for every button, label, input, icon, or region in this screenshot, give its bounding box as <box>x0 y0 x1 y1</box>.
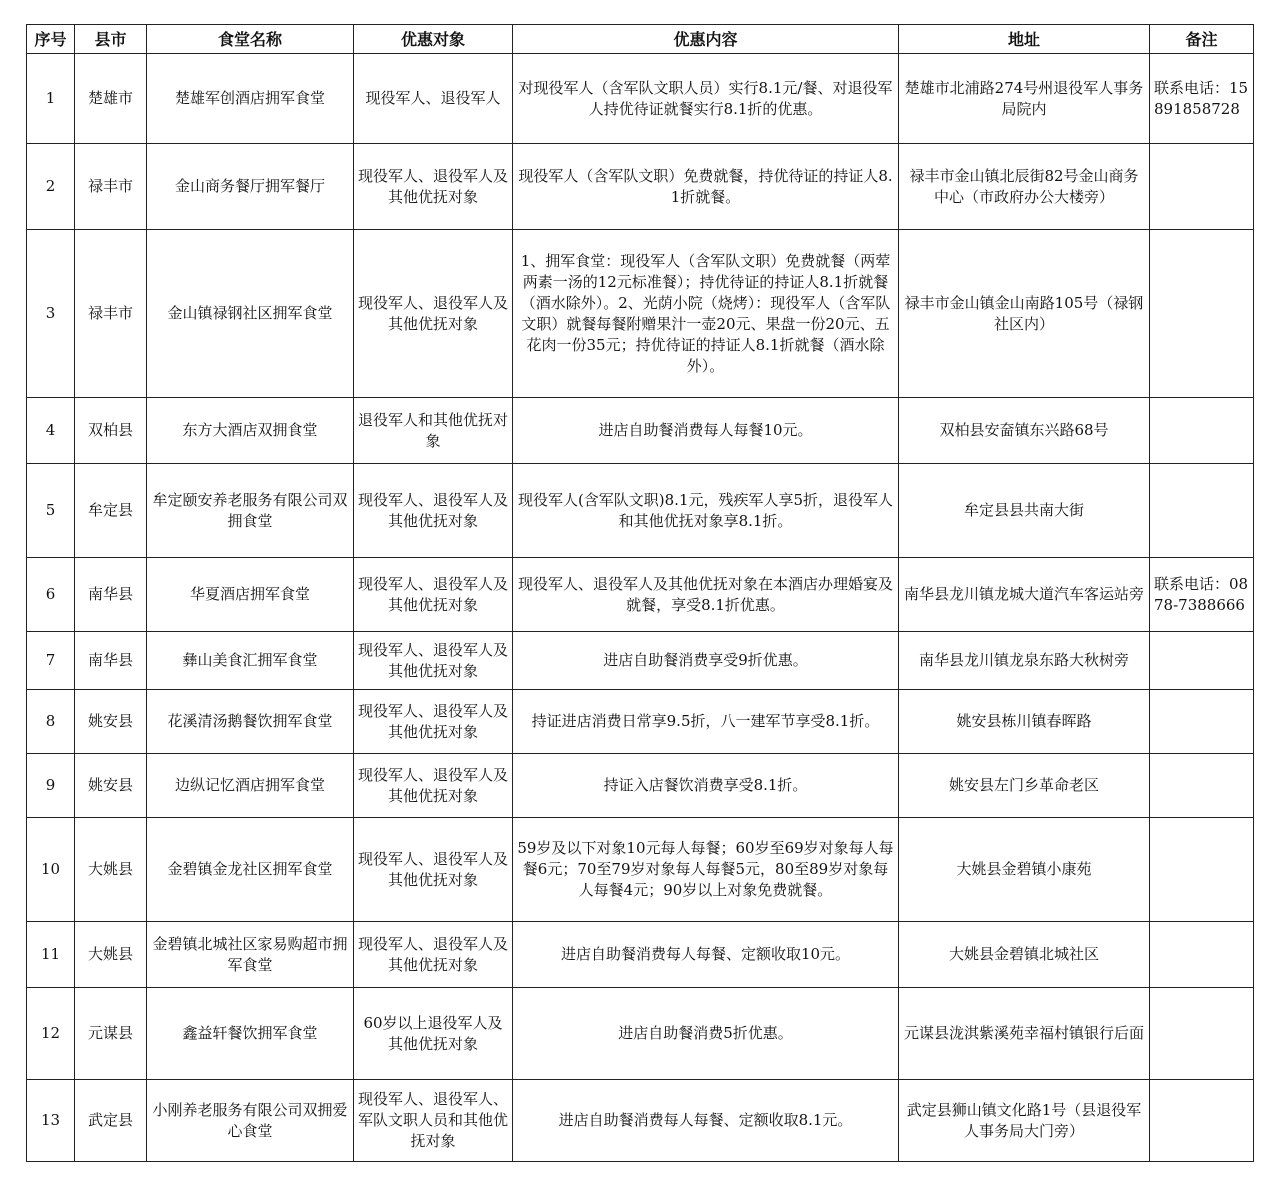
row-target: 现役军人、退役军人及其他优抚对象 <box>354 464 513 558</box>
row-content: 进店自助餐消费5折优惠。 <box>513 988 899 1080</box>
row-content: 对现役军人（含军队文职人员）实行8.1元/餐、对退役军人持优待证就餐实行8.1折的优惠。 <box>513 54 899 144</box>
row-city: 大姚县 <box>75 922 147 988</box>
row-remark <box>1150 464 1254 558</box>
row-remark <box>1150 988 1254 1080</box>
canteen-table <box>26 24 1254 1162</box>
header-canteen-name: 食堂名称 <box>147 25 354 54</box>
table-row <box>27 988 1254 1080</box>
row-remark <box>1150 398 1254 464</box>
row-address: 大姚县金碧镇小康苑 <box>899 818 1150 922</box>
header-index: 序号 <box>27 25 75 54</box>
row-canteen-name: 金山商务餐厅拥军餐厅 <box>147 144 354 230</box>
table-row <box>27 690 1254 754</box>
header-target: 优惠对象 <box>354 25 513 54</box>
row-content: 进店自助餐消费每人每餐、定额收取10元。 <box>513 922 899 988</box>
table-row <box>27 632 1254 690</box>
row-city: 姚安县 <box>75 754 147 818</box>
header-remark: 备注 <box>1150 25 1254 54</box>
row-city: 大姚县 <box>75 818 147 922</box>
row-canteen-name: 小刚养老服务有限公司双拥爱心食堂 <box>147 1080 354 1162</box>
row-target: 现役军人、退役军人 <box>354 54 513 144</box>
row-remark: 联系电话：15891858728 <box>1150 54 1254 144</box>
row-canteen-name: 金山镇禄钢社区拥军食堂 <box>147 230 354 398</box>
row-index: 4 <box>27 398 75 464</box>
row-target: 现役军人、退役军人及其他优抚对象 <box>354 922 513 988</box>
row-content: 进店自助餐消费每人每餐10元。 <box>513 398 899 464</box>
row-content: 持证进店消费日常享9.5折，八一建军节享受8.1折。 <box>513 690 899 754</box>
row-index: 1 <box>27 54 75 144</box>
row-target: 现役军人、退役军人及其他优抚对象 <box>354 818 513 922</box>
row-address: 楚雄市北浦路274号州退役军人事务局院内 <box>899 54 1150 144</box>
row-index: 10 <box>27 818 75 922</box>
row-canteen-name: 楚雄军创酒店拥军食堂 <box>147 54 354 144</box>
row-content: 现役军人(含军队文职)8.1元，残疾军人享5折，退役军人和其他优抚对象享8.1折。 <box>513 464 899 558</box>
row-index: 8 <box>27 690 75 754</box>
row-canteen-name: 金碧镇北城社区家易购超市拥军食堂 <box>147 922 354 988</box>
row-index: 13 <box>27 1080 75 1162</box>
row-content: 现役军人（含军队文职）免费就餐，持优待证的持证人8.1折就餐。 <box>513 144 899 230</box>
table-row <box>27 922 1254 988</box>
row-address: 南华县龙川镇龙泉东路大秋树旁 <box>899 632 1150 690</box>
row-remark <box>1150 818 1254 922</box>
row-city: 双柏县 <box>75 398 147 464</box>
row-city: 南华县 <box>75 632 147 690</box>
row-content: 持证入店餐饮消费享受8.1折。 <box>513 754 899 818</box>
row-address: 姚安县栋川镇春晖路 <box>899 690 1150 754</box>
row-remark <box>1150 144 1254 230</box>
row-index: 3 <box>27 230 75 398</box>
row-city: 武定县 <box>75 1080 147 1162</box>
row-target: 现役军人、退役军人及其他优抚对象 <box>354 558 513 632</box>
row-city: 楚雄市 <box>75 54 147 144</box>
row-index: 11 <box>27 922 75 988</box>
row-city: 牟定县 <box>75 464 147 558</box>
header-city: 县市 <box>75 25 147 54</box>
row-address: 元谋县泷淇紫溪苑幸福村镇银行后面 <box>899 988 1150 1080</box>
row-address: 牟定县县共南大街 <box>899 464 1150 558</box>
row-canteen-name: 金碧镇金龙社区拥军食堂 <box>147 818 354 922</box>
row-address: 双柏县安奤镇东兴路68号 <box>899 398 1150 464</box>
row-index: 7 <box>27 632 75 690</box>
table-row <box>27 54 1254 144</box>
row-canteen-name: 彝山美食汇拥军食堂 <box>147 632 354 690</box>
table-row <box>27 230 1254 398</box>
row-address: 姚安县左门乡革命老区 <box>899 754 1150 818</box>
row-index: 5 <box>27 464 75 558</box>
row-content: 进店自助餐消费享受9折优惠。 <box>513 632 899 690</box>
row-remark <box>1150 632 1254 690</box>
header-row <box>27 25 1254 54</box>
row-canteen-name: 东方大酒店双拥食堂 <box>147 398 354 464</box>
row-remark: 联系电话：0878-7388666 <box>1150 558 1254 632</box>
canteen-table-wrapper <box>26 24 1254 1162</box>
row-target: 现役军人、退役军人、军队文职人员和其他优抚对象 <box>354 1080 513 1162</box>
table-row <box>27 144 1254 230</box>
row-canteen-name: 华夏酒店拥军食堂 <box>147 558 354 632</box>
row-remark <box>1150 230 1254 398</box>
row-index: 12 <box>27 988 75 1080</box>
row-address: 禄丰市金山镇北辰街82号金山商务中心（市政府办公大楼旁） <box>899 144 1150 230</box>
table-row <box>27 754 1254 818</box>
header-content: 优惠内容 <box>513 25 899 54</box>
row-city: 姚安县 <box>75 690 147 754</box>
row-address: 南华县龙川镇龙城大道汽车客运站旁 <box>899 558 1150 632</box>
row-content: 1、拥军食堂：现役军人（含军队文职）免费就餐（两荤两素一汤的12元标准餐）；持优待证的持证人8.1折就餐（酒水除外）。2、光荫小院（烧烤）：现役军人（含军队文职）就餐每餐附赠果汁一壶20元、果盘一份20元、五花肉一份35元；持优待证的持证人8.1折就餐（酒水除外）。 <box>513 230 899 398</box>
row-index: 2 <box>27 144 75 230</box>
row-address: 大姚县金碧镇北城社区 <box>899 922 1150 988</box>
row-target: 现役军人、退役军人及其他优抚对象 <box>354 144 513 230</box>
row-canteen-name: 花溪清汤鹅餐饮拥军食堂 <box>147 690 354 754</box>
row-index: 9 <box>27 754 75 818</box>
row-address: 武定县狮山镇文化路1号（县退役军人事务局大门旁） <box>899 1080 1150 1162</box>
row-content: 59岁及以下对象10元每人每餐；60岁至69岁对象每人每餐6元；70至79岁对象每人每餐5元，80至89岁对象每人每餐4元；90岁以上对象免费就餐。 <box>513 818 899 922</box>
row-content: 进店自助餐消费每人每餐、定额收取8.1元。 <box>513 1080 899 1162</box>
row-remark <box>1150 1080 1254 1162</box>
row-target: 现役军人、退役军人及其他优抚对象 <box>354 754 513 818</box>
row-target: 现役军人、退役军人及其他优抚对象 <box>354 230 513 398</box>
row-target: 现役军人、退役军人及其他优抚对象 <box>354 690 513 754</box>
row-index: 6 <box>27 558 75 632</box>
table-row <box>27 558 1254 632</box>
row-remark <box>1150 690 1254 754</box>
row-canteen-name: 鑫益轩餐饮拥军食堂 <box>147 988 354 1080</box>
header-address: 地址 <box>899 25 1150 54</box>
row-content: 现役军人、退役军人及其他优抚对象在本酒店办理婚宴及就餐，享受8.1折优惠。 <box>513 558 899 632</box>
row-city: 禄丰市 <box>75 144 147 230</box>
row-city: 元谋县 <box>75 988 147 1080</box>
row-remark <box>1150 754 1254 818</box>
table-row <box>27 818 1254 922</box>
row-canteen-name: 边纵记忆酒店拥军食堂 <box>147 754 354 818</box>
row-address: 禄丰市金山镇金山南路105号（禄钢社区内） <box>899 230 1150 398</box>
row-target: 退役军人和其他优抚对象 <box>354 398 513 464</box>
row-target: 60岁以上退役军人及其他优抚对象 <box>354 988 513 1080</box>
row-city: 禄丰市 <box>75 230 147 398</box>
row-canteen-name: 牟定颐安养老服务有限公司双拥食堂 <box>147 464 354 558</box>
table-row <box>27 1080 1254 1162</box>
row-remark <box>1150 922 1254 988</box>
table-row <box>27 398 1254 464</box>
table-row <box>27 464 1254 558</box>
row-target: 现役军人、退役军人及其他优抚对象 <box>354 632 513 690</box>
row-city: 南华县 <box>75 558 147 632</box>
